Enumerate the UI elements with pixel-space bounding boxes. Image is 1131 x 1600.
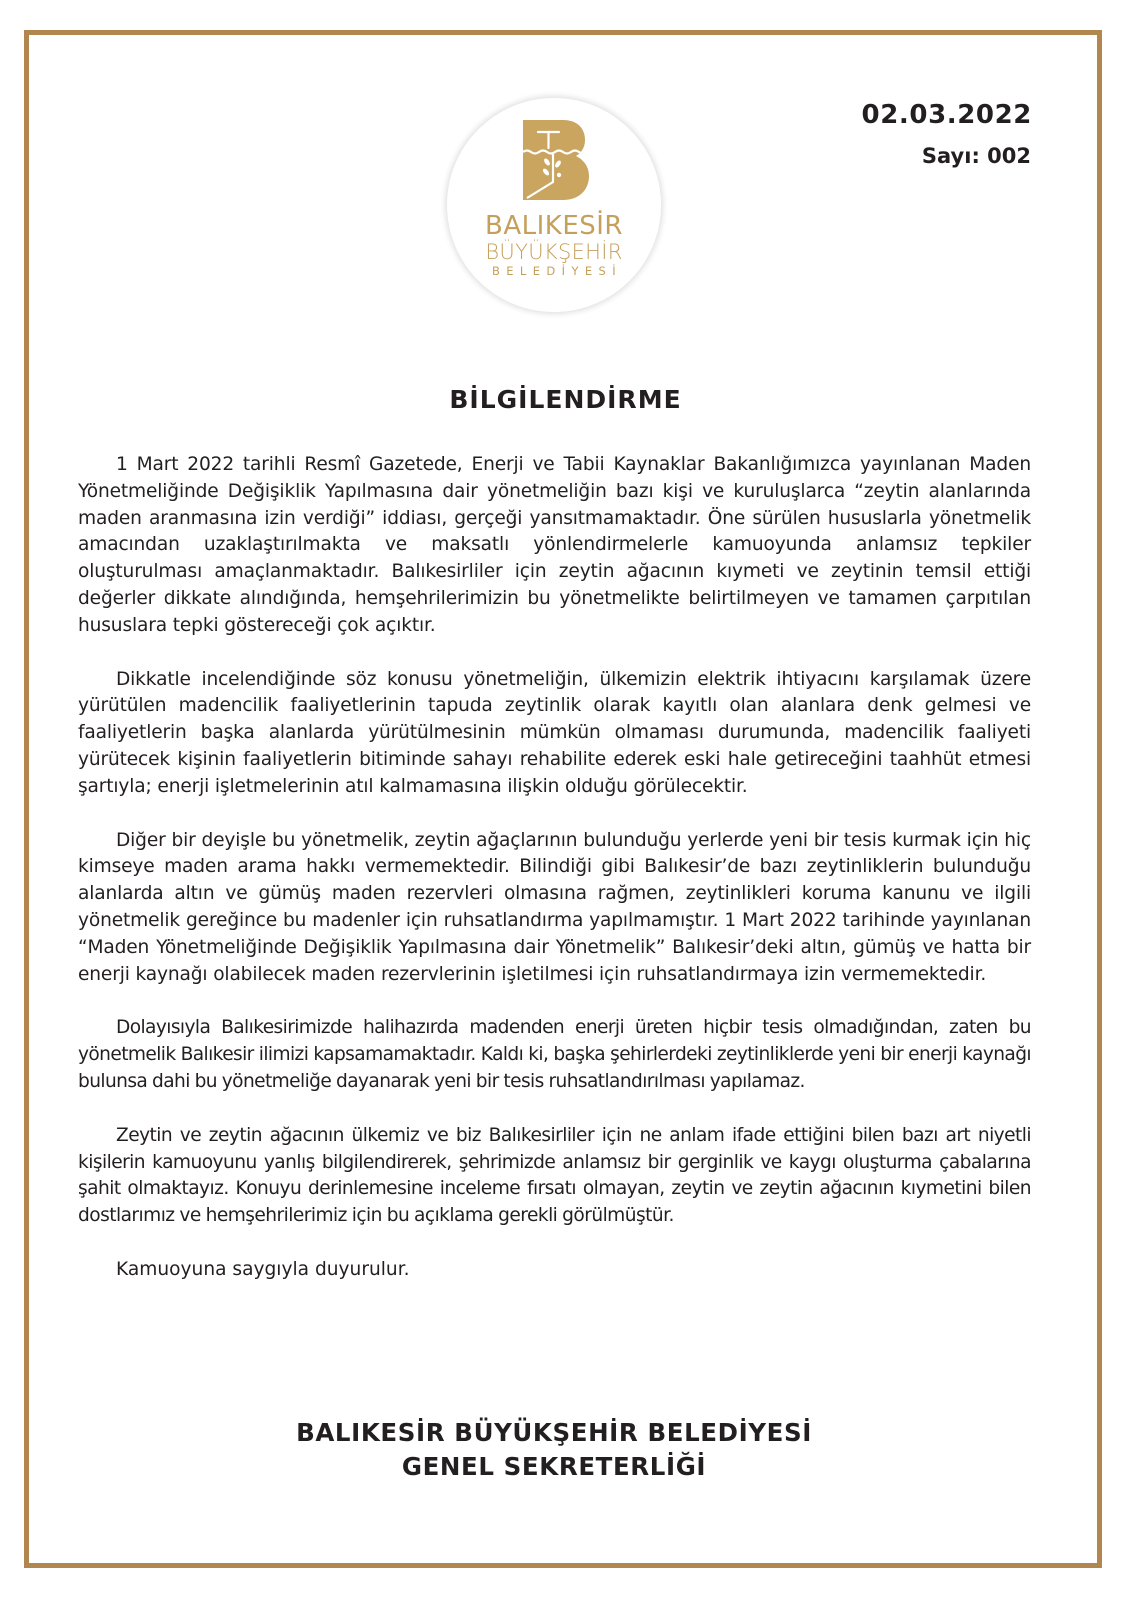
body-paragraph: 1 Mart 2022 tarihli Resmî Gazetede, Enerji ve Tabii Kaynaklar Bakanlığımızca yayınlanan Maden Yönetmeliğinde Değişiklik Yapılmasına dair yönetmeliğin bazı kişi ve kuruluşlarca “zeytin alanlarında maden aranmasına izin verdiği” iddiası, gerçeği yansıtmamaktadır. Öne sürülen hususlarla yönetmelik amacından uzaklaştırılmakta ve maksatlı yönlendirmelerle kamuoyunda anlamsız tepkiler oluşturulması amaçlanmaktadır. Balıkesirliler için zeytin ağacının kıymeti ve zeytinin temsil ettiği değerler dikkate alındığında, hemşehrilerimizin bu yönetmelikte belirtilmeyen ve tamamen çarpıtılan hususlara tepki göstereceği çok açıktır. bbox=[78, 454, 1031, 636]
document-date: 02.03.2022 bbox=[861, 100, 1032, 130]
body-paragraph: Zeytin ve zeytin ağacının ülkemiz ve biz Balıkesirliler için ne anlam ifade ettiğini bilen bazı art niyetli kişilerin kamuoyunu yanlış bilgilendirerek, şehrimizde anlamsız bir gerginlik ve kaygı oluşturma çabalarına şahit olmaktayız. Konuyu derinlemesine inceleme fırsatı olmayan, zeytin ve zeytin ağacının kıymetini bilen dostlarımız ve hemşehrilerimiz için bu açıklama gerekli görülmüştür. bbox=[78, 1124, 1031, 1227]
balikesir-b-olive-branch-logo-icon bbox=[523, 120, 589, 200]
signature-line-department: GENEL SEKRETERLİĞİ bbox=[401, 1452, 707, 1481]
closing-line: Kamuoyuna saygıyla duyurulur. bbox=[116, 1258, 410, 1280]
signature-line-institution: BALIKESİR BÜYÜKŞEHİR BELEDİYESİ bbox=[296, 1418, 812, 1447]
body-paragraph: Dolayısıyla Balıkesirimizde halihazırda madenden enerji üreten hiçbir tesis olmadığından, zaten bu yönetmelik Balıkesir ilimizi kapsamamaktadır. Kaldı ki, başka şehirlerdeki zeytinliklerde yeni bir enerji kaynağı bulunsa dahi bu yönetmeliğe dayanarak yeni bir tesis ruhsatlandırılması yapılamaz. bbox=[78, 1017, 1031, 1092]
logo-text-balikesir: BALIKESİR bbox=[485, 211, 623, 241]
body-paragraph: Dikkatle incelendiğinde söz konusu yönetmeliğin, ülkemizin elektrik ihtiyacını karşılamak üzere yürütülen madencilik faaliyetlerinin tapuda zeytinlik olarak kayıtlı olan alanlara denk gelmesi ve faaliyetlerin başka alanlarda yürütülmesinin mümkün olmaması durumunda, madencilik faaliyeti yürütecek kişinin faaliyetlerin bitiminde sahayı rehabilite ederek eski hale getireceğini taahhüt etmesi şartıyla; enerji işletmelerinin atıl kalmamasına ilişkin olduğu görülecektir. bbox=[78, 668, 1031, 797]
logo-text-buyuksehir: BÜYÜKŞEHİR bbox=[485, 240, 623, 264]
issue-number: Sayı: 002 bbox=[921, 144, 1031, 168]
logo-text-belediyesi: BELEDİYESİ bbox=[491, 264, 623, 278]
document-body bbox=[78, 452, 1031, 1284]
signature-block bbox=[0, 1416, 1108, 1484]
body-paragraph: Diğer bir deyişle bu yönetmelik, zeytin ağaçlarının bulunduğu yerlerde yeni bir tesis kurmak için hiç kimseye maden arama hakkı vermemektedir. Bilindiği gibi Balıkesir’de bazı zeytinliklerin bulunduğu alanlarda altın ve gümüş maden rezervleri olmasına rağmen, zeytinlikleri koruma kanunu ve ilgili yönetmelik gereğince bu madenler için ruhsatlandırma yapılmamıştır. 1 Mart 2022 tarihinde yayınlanan “Maden Yönetmeliğinde Değişiklik Yapılmasına dair Yönetmelik” Balıkesir’deki altın, gümüş ve hatta bir enerji kaynağı olabilecek maden rezervlerinin işletilmesi için ruhsatlandırmaya izin vermemektedir. bbox=[78, 829, 1031, 985]
document-title: BİLGİLENDİRME bbox=[449, 385, 682, 414]
